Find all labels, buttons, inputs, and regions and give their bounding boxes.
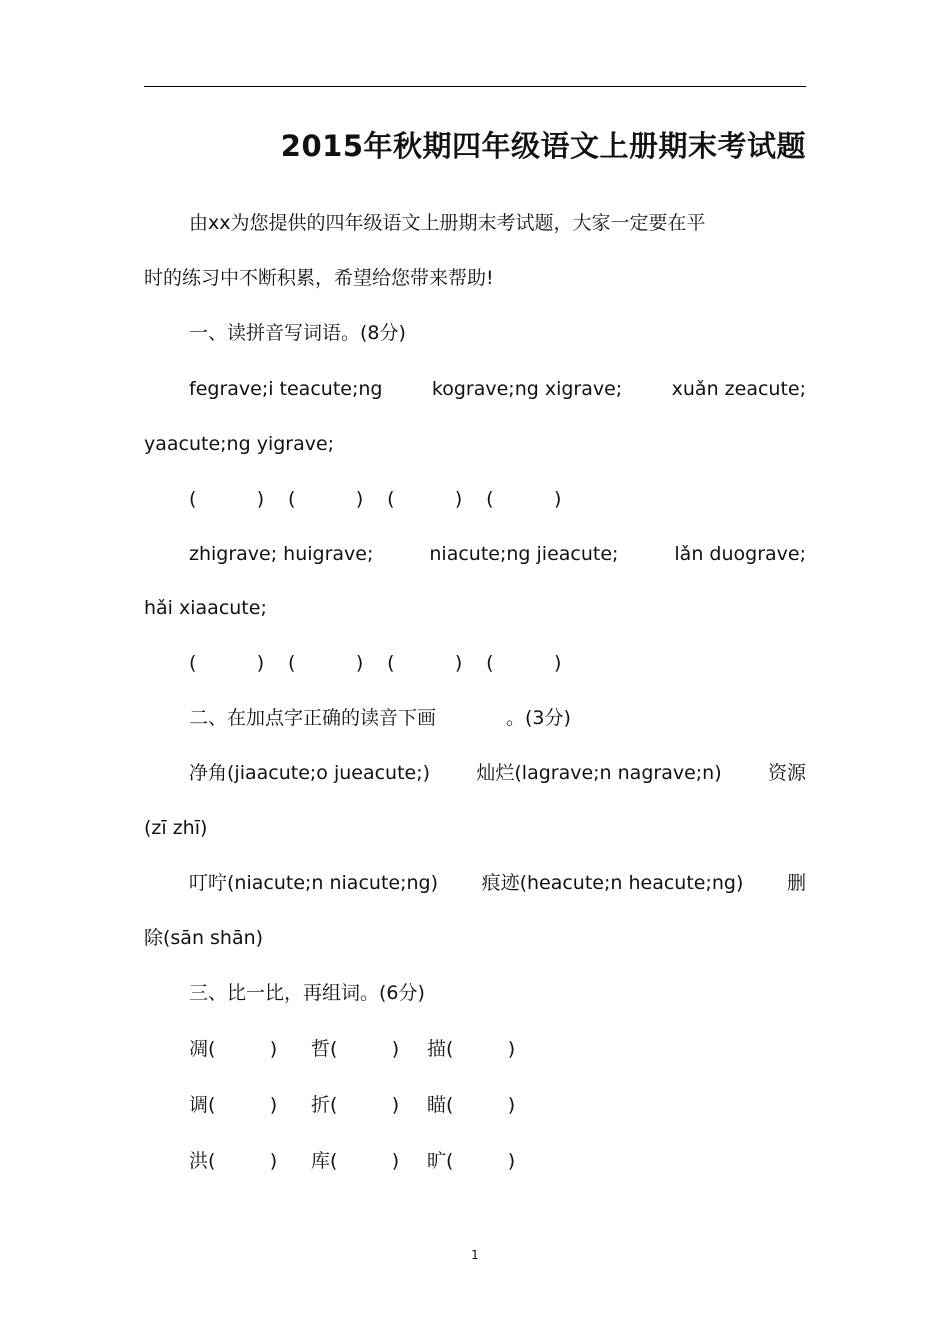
page-title: 2015年秋期四年级语文上册期末考试题 <box>280 129 806 163</box>
section2-items-line2 <box>144 869 806 897</box>
intro-line-1: 由xx为您提供的四年级语文上册期末考试题，大家一定要在平 <box>189 212 706 234</box>
compare-item: 瞄( ) <box>427 1094 516 1116</box>
answer-blank: ( ) <box>288 488 364 510</box>
reading-item: 灿烂(lagrave;n nagrave;n) <box>476 762 722 784</box>
section3-heading: 三、比一比，再组词。(6分) <box>189 982 425 1004</box>
section3-row-1 <box>189 1035 515 1063</box>
section1-blanks-row1 <box>144 485 806 513</box>
section1-pinyin-row1 <box>144 375 806 403</box>
reading-item: 资源 <box>767 762 806 784</box>
page-number: 1 <box>471 1248 479 1262</box>
reading-item: 叮咛(niacute;n niacute;ng) <box>189 872 438 894</box>
section2-items-line2-cont: 除(sān shān) <box>144 927 264 949</box>
pinyin-item: kograve;ng xigrave; <box>431 378 623 400</box>
answer-blank: ( ) <box>486 488 562 510</box>
compare-item: 哲( ) <box>311 1038 400 1060</box>
section1-pinyin-row2 <box>144 540 806 568</box>
section2-heading-text: 二、在加点字正确的读音下画 <box>189 707 437 729</box>
reading-item: 净角(jiaacute;o jueacute;) <box>189 762 431 784</box>
section1-pinyin-row1-cont: yaacute;ng yigrave; <box>144 433 335 455</box>
pinyin-item: fegrave;i teacute;ng <box>189 378 383 400</box>
section2-items-line1-cont: (zī zhī) <box>144 817 208 839</box>
pinyin-item: niacute;ng jieacute; <box>429 543 619 565</box>
reading-item: 删 <box>786 872 806 894</box>
reading-item: 痕迹(heacute;n heacute;ng) <box>481 872 744 894</box>
section1-blanks-row2 <box>144 649 806 677</box>
section2-heading-score: 。(3分) <box>506 707 571 729</box>
section2-items-line1 <box>144 759 806 787</box>
answer-blank: ( ) <box>387 488 463 510</box>
answer-blank: ( ) <box>486 652 562 674</box>
answer-blank: ( ) <box>189 488 265 510</box>
compare-item: 旷( ) <box>427 1150 516 1172</box>
pinyin-item: lǎn duograve; <box>674 543 806 565</box>
section3-row-2 <box>189 1091 515 1119</box>
compare-item: 描( ) <box>427 1038 516 1060</box>
pinyin-item: xuǎn zeacute; <box>671 378 806 400</box>
answer-blank: ( ) <box>387 652 463 674</box>
compare-item: 调( ) <box>189 1094 278 1116</box>
section3-row-3 <box>189 1147 515 1175</box>
compare-item: 库( ) <box>311 1150 400 1172</box>
section1-pinyin-row2-cont: hǎi xiaacute; <box>144 597 267 619</box>
compare-item: 折( ) <box>311 1094 400 1116</box>
section2-heading <box>144 704 806 732</box>
intro-line-2: 时的练习中不断积累，希望给您带来帮助! <box>144 267 494 289</box>
compare-item: 洪( ) <box>189 1150 278 1172</box>
compare-item: 凋( ) <box>189 1038 278 1060</box>
header-rule <box>144 86 806 87</box>
pinyin-item: zhigrave; huigrave; <box>189 543 374 565</box>
answer-blank: ( ) <box>288 652 364 674</box>
section1-heading: 一、读拼音写词语。(8分) <box>189 322 406 344</box>
answer-blank: ( ) <box>189 652 265 674</box>
